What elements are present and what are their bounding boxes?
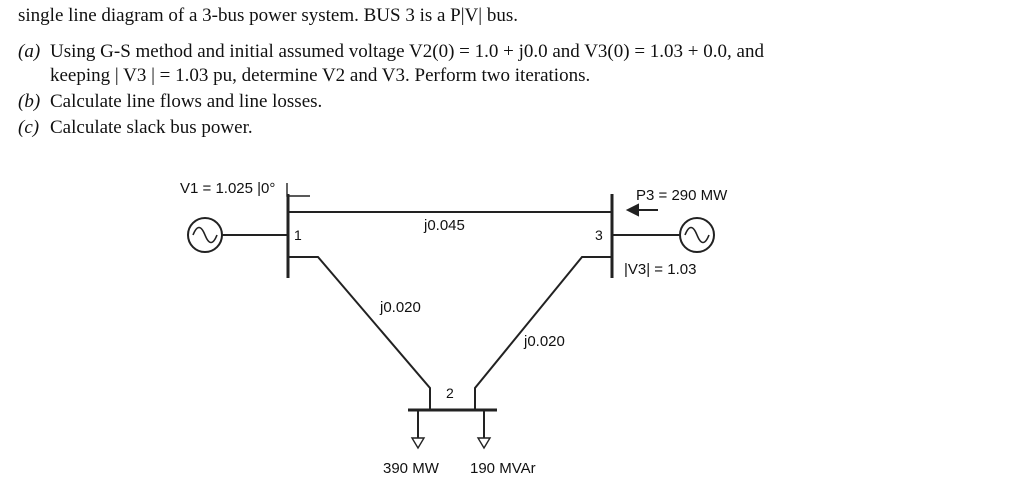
- part-b-label: (b): [18, 91, 41, 112]
- part-a-label: (a): [18, 41, 41, 62]
- generator-1-sine: [193, 228, 217, 243]
- line-2-3-impedance: j0.020: [524, 333, 565, 350]
- part-c-label: (c): [18, 117, 40, 138]
- load-q-label: 190 MVAr: [470, 460, 536, 477]
- load-1-arrow-icon: [412, 438, 424, 448]
- line-1-2-impedance: j0.020: [380, 299, 421, 316]
- p3-arrow-head-icon: [628, 205, 638, 215]
- v1-angle-icon: [287, 183, 310, 196]
- line-1-3-impedance: j0.045: [424, 217, 465, 234]
- problem-intro: single line diagram of a 3-bus power system. BUS 3 is a P|V| bus.: [18, 5, 518, 26]
- line-1-2: [288, 257, 430, 410]
- load-2-arrow-icon: [478, 438, 490, 448]
- load-p-label: 390 MW: [383, 460, 439, 477]
- p3-label: P3 = 290 MW: [636, 187, 728, 204]
- part-c-text: Calculate slack bus power.: [50, 117, 253, 138]
- v3-label: |V3| = 1.03: [624, 261, 697, 278]
- part-a-line1: Using G-S method and initial assumed voltage V2(0) = 1.0 + j0.0 and V3(0) = 1.03 + 0.0, and: [50, 41, 764, 62]
- part-a-line2: keeping | V3 | = 1.03 pu, determine V2 and V3. Perform two iterations.: [50, 65, 591, 86]
- bus-3-number: 3: [595, 227, 603, 243]
- bus-1-number: 1: [294, 227, 302, 243]
- bus-1-voltage-label: V1 = 1.025 |0°: [180, 180, 276, 197]
- generator-3-sine: [685, 228, 709, 243]
- part-b-text: Calculate line flows and line losses.: [50, 91, 323, 112]
- bus-2-number: 2: [446, 385, 454, 401]
